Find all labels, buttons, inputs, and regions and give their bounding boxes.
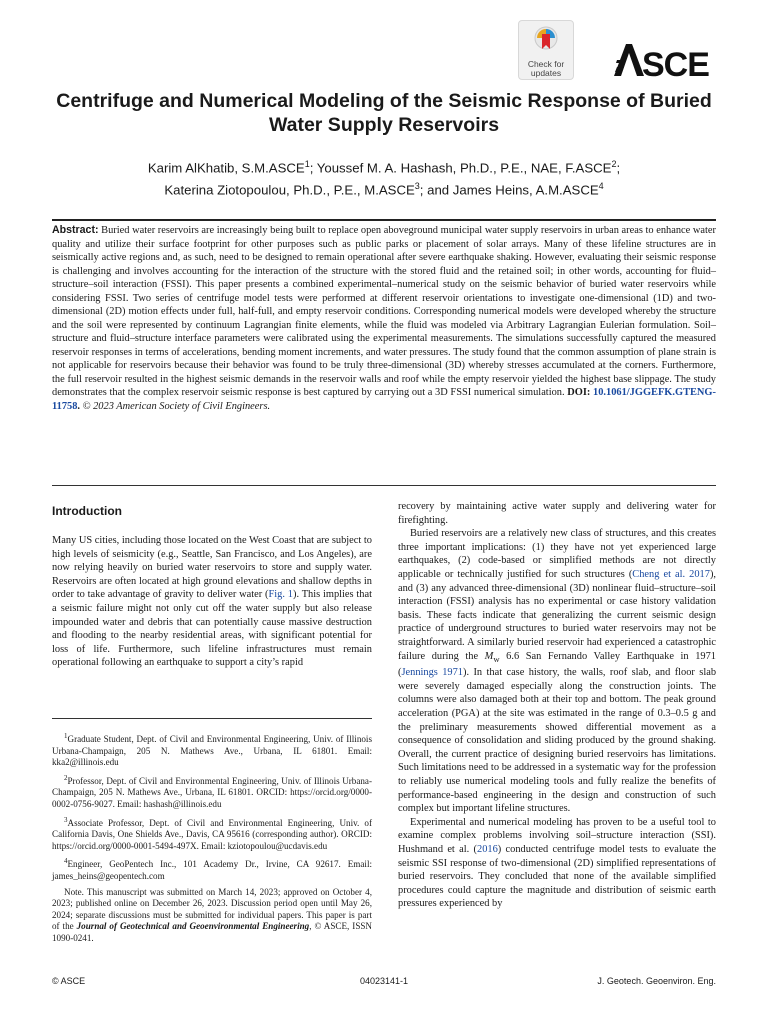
footnote-2-marker: 2 — [64, 773, 68, 782]
intro-paragraph-3 — [398, 816, 716, 911]
citation-jennings-1971[interactable]: Jennings 1971 — [401, 667, 464, 679]
manuscript-note — [52, 887, 372, 945]
footnote-1-marker: 1 — [64, 732, 68, 740]
footer-article-number: 04023141-1 — [359, 976, 409, 986]
author-4-affil: 4 — [598, 181, 604, 192]
magnitude-subscript: w — [493, 653, 500, 664]
citation-hushmand-2016[interactable]: 2016 — [477, 843, 498, 855]
intro-paragraph-2 — [398, 527, 716, 816]
intro-p2-text-a: Buried reservoirs are a relatively new class of structures, and this creates three important implications: (1) they have not yet experienced large earthquakes, (2) code-based or simplified methods are not directly applicable or technically justified for such structures ( — [398, 528, 716, 580]
page-footer — [52, 976, 716, 990]
footnote-2 — [52, 773, 372, 811]
author-1-affil: 1 — [304, 159, 310, 169]
section-heading-introduction: Introduction — [52, 504, 122, 518]
author-2: ; Youssef M. A. Hashash, Ph.D., P.E., NAE, F.ASCE — [309, 160, 612, 176]
footnote-3-marker: 3 — [64, 815, 68, 824]
copyright-notice: © 2023 American Society of Civil Engineers. — [80, 400, 271, 412]
doi-period: . — [77, 400, 81, 412]
manuscript-note-text-b: , © ASCE, ISSN 1090-0241. — [52, 921, 373, 944]
abstract-text: Buried water reservoirs are increasingly being built to replace open aboveground municipal water supply reservoirs in urban areas to enhance water quality and utilize their surface footprint for other purposes such as public parks or placement of solar arrays. Many of these lifeline structures are in seismically active regions and, as such, need to be designed to remain operational after severe earthquake shaking. However, evaluating their seismic response is challenging and involves accounting for the interaction of the structure with the stored fluid and the retained soil; in other words, accounting for fluid–structure–soil interaction (FSSI). This paper presents a combined experimental–numerical study on the seismic behavior of buried water reservoirs while considering FSSI. Two series of centrifuge model tests were performed at different reservoir orientations to investigate one-dimensional (1D) and two-dimensional (2D) motion effects under full, half-full, and empty reservoir conditions. Corresponding numerical models were developed whereby the structure and the soil were represented by continuum Lagrangian finite elements, while the fluid was modeled via Arbitrary Lagrangian Eulerian formulation. Soil–structure and fluid–structure interface parameters were calibrated using the experimental measurements. The simulations successfully captured the measured reservoir responses in terms of accelerations, bending moment increments, and water pressures. The study found that the common assumption of plane strain is not applicable for reservoirs because their behavior was found to be truly three-dimensional (3D) whereby stresses accumulated at the corners. Furthermore, the full reservoir resulted in the highest seismic demands in the reservoir walls and roof while the empty reservoir yielded the highest base slippage. The study demonstrates that the complex reservoir seismic response is best captured by carrying out a 3D FSSI numerical simulation. — [52, 225, 716, 398]
footnote-3 — [52, 815, 372, 853]
journal-name: Journal of Geotechnical and Geoenvironmental Engineering — [76, 921, 310, 932]
left-column — [52, 500, 372, 670]
author-1: Karim AlKhatib, S.M.ASCE — [147, 160, 305, 176]
intro-p2-text-d: ). In that case history, the walls, roof slab, and floor slab were severely damaged especially along the construction joints. The columns were also damaged both at their top and bottom. The peak ground acceleration (PGA) at the site was estimated in the range of 0.3–0.5 g and the preliminary measurements showed differential movement as a consequence of consolidation and sliding produced by the ground shaking. Overall, the current practice of designing buried reservoirs has limitations. Such limitations need to be addressed in a systematic way for the profession to reliably use numerical modeling tools and fully realize the benefits of performance-based engineering in the design and construction of such complex but important lifeline structures. — [398, 667, 717, 815]
article-title: Centrifuge and Numerical Modeling of the Seismic Response of Buried Water Supply Reservoirs — [56, 90, 712, 136]
author-4: ; and James Heins, A.M.ASCE — [419, 182, 599, 198]
intro-p1-text-b: ). This implies that a seismic failure might not only cut off the water supply but also release impounded water and debris that can potentially cause massive destruction and flooding to the nearby residential areas, with significant potential for loss of life. Furthermore, such lifeline infrastructures must remain operational following an earthquake to support a city’s rapid — [52, 589, 373, 669]
author-3: Katerina Ziotopoulou, Ph.D., P.E., M.ASCE — [164, 182, 415, 198]
intro-p1-text-a: Many US cities, including those located on the West Coast that are subject to high levels of seismicity (e.g., Seattle, San Francisco, and Los Angeles), are now relying heavily on buried water reservoirs to store and supply water. Reservoirs are often located at high ground elevations and shallow depths in order to take advantage of gravity to deliver water ( — [52, 535, 372, 601]
intro-p2-text-c: 6.6 San Fernando Valley Earthquake in 1971 ( — [398, 650, 716, 679]
figure-1-link[interactable]: Fig. 1 — [268, 589, 293, 601]
footnote-4-marker: 4 — [64, 857, 68, 866]
citation-cheng-2017[interactable]: Cheng et al. 2017 — [632, 568, 710, 580]
asce-logo — [612, 40, 716, 80]
abstract-label: Abstract: — [52, 224, 99, 236]
author-3-affil: 3 — [414, 181, 420, 192]
check-for-updates-badge[interactable] — [518, 20, 574, 80]
manuscript-note-text-a: Note. This manuscript was submitted on March 14, 2023; approved on October 4, 2023; published online on December 26, 2023. Discussion period open until May 26, 2024; separate discussions must be submitted for individual papers. This paper is part of the — [52, 886, 372, 932]
author-list — [52, 155, 716, 200]
footnote-4 — [52, 856, 372, 882]
abstract-top-rule — [52, 219, 716, 221]
intro-p2-text-b: ), and (3) any advanced three-dimensional (3D) nonlinear fluid–structure–soil interaction (FSSI) analysis has no experimental or case history validation basis. These facts indicate that generalizing the current seismic design practice of underground structures to buried water reservoirs may not be straightforward. A similarly buried reservoir had experienced a catastrophic failure during the — [398, 568, 716, 662]
intro-p3-text-b: ) conducted centrifuge model tests to evaluate the seismic SSI response of two-dimensional (2D) simplified representations of buried reservoirs. They concluded that none of the available simplified procedures could capture the magnitude and distribution of seismic earth pressures experienced by — [398, 843, 717, 910]
footnotes — [52, 718, 372, 949]
right-column — [398, 500, 716, 911]
intro-p3-text-a: Experimental and numerical modeling has proven to be a useful tool to examine complex problems involving soil–structure interaction (SSI). Hushmand et al. ( — [398, 816, 716, 855]
magnitude-symbol: M — [484, 650, 494, 662]
intro-paragraph-1-continued: recovery by maintaining active water supply and delivering water for firefighting. — [398, 501, 716, 526]
doi-link[interactable]: 10.1061/JGGEFK.GTENG-11758 — [52, 387, 716, 412]
footnote-1-text: Graduate Student, Dept. of Civil and Environmental Engineering, Univ. of Illinois Urbana-Champaign, 205 N. Mathews Ave., Urbana, IL 61801. Email: kka2@illinois.edu — [52, 734, 372, 768]
abstract-bottom-rule — [52, 485, 716, 486]
abstract — [52, 224, 716, 413]
footnote-4-text: Engineer, GeoPentech Inc., 101 Academy Dr., Irvine, CA 92617. Email: james_heins@geopentech.com — [52, 859, 372, 882]
bookmark-icon — [533, 25, 559, 55]
doi-label: DOI: — [567, 387, 591, 398]
footer-copyright: © ASCE — [52, 976, 86, 986]
footnote-1 — [52, 731, 372, 769]
author-2-sep: ; — [616, 160, 621, 176]
svg-text:SCE: SCE — [642, 46, 709, 80]
footnote-3-text: Associate Professor, Dept. of Civil and Environmental Engineering, Univ. of California Davis, One Shields Ave., Davis, CA 95616 (corresponding author). ORCID: https://orcid.org/0000-0001-5494-497X. Email: kziotopoulou@ucdavis.edu — [52, 817, 372, 851]
check-for-updates-label: Check for updates — [527, 59, 565, 78]
footnote-2-text: Professor, Dept. of Civil and Environmental Engineering, Univ. of Illinois Urbana-Champaign, 205 N. Mathews Ave., Urbana, IL 61801. ORCID: https://orcid.org/0000-0002-0756-9027. Email: hashash@illinois.edu — [52, 775, 372, 810]
footer-journal: J. Geotech. Geoenviron. Eng. — [597, 976, 716, 986]
author-2-affil: 2 — [611, 159, 617, 169]
intro-paragraph-1 — [52, 534, 372, 670]
